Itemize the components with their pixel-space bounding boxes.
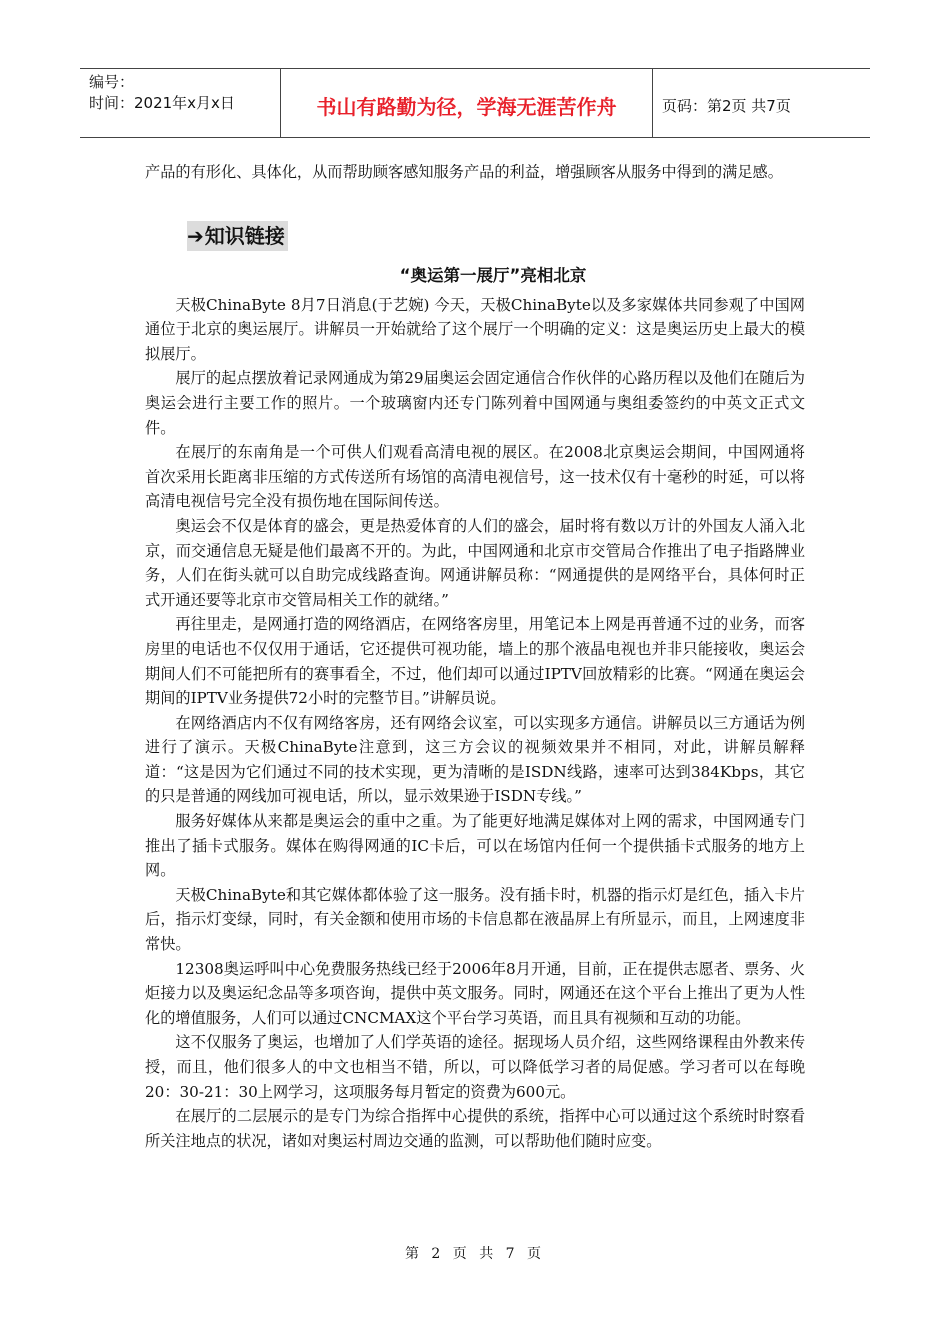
arrow-right-icon: ➔ [187,223,204,248]
serial-label: 编号： [89,73,135,91]
page-footer: 第 2 页 共 7 页 [404,1246,546,1262]
page-header [80,68,870,138]
header-page-number: 页码：第2页 共7页 [662,96,791,115]
article-paragraph: 在网络酒店内不仅有网络客房，还有网络会议室，可以实现多方通信。讲解员以三方通话为例进行了演示。天极ChinaByte注意到，这三方会议的视频效果并不相同，对此，讲解员解释道：“这是因为它们通过不同的技术实现，更为清晰的是ISDN线路，速率可达到384Kbps，其它的只是普通的网线加可视电话，所以，显示效果逊于ISDN专线。” [145,713,805,806]
article-paragraph: 在展厅的二层展示的是专门为综合指挥中心提供的系统，指挥中心可以通过这个系统时时察看所关注地点的状况，诸如对奥运村周边交通的监测，可以帮助他们随时应变。 [145,1107,805,1150]
article-paragraph: 天极ChinaByte 8月7日消息(于艺婉) 今天，天极ChinaByte以及多家媒体共同参观了中国网通位于北京的奥运展厅。讲解员一开始就给了这个展厅一个明确的定义：这是奥运历史上最大的模拟展厅。 [145,295,805,363]
article-paragraph: 服务好媒体从来都是奥运会的重中之重。为了能更好地满足媒体对上网的需求，中国网通专门推出了插卡式服务。媒体在购得网通的IC卡后，可以在场馆内任何一个提供插卡式服务的地方上网。 [145,812,805,880]
article-paragraph: 这不仅服务了奥运，也增加了人们学英语的途径。据现场人员介绍，这些网络课程由外教来传授，而且，他们很多人的中文也相当不错，所以，可以降低学习者的局促感。学习者可以在每晚20：30-21：30上网学习，这项服务每月暂定的资费为600元。 [145,1033,805,1101]
article-paragraph: 在展厅的东南角是一个可供人们观看高清电视的展区。在2008北京奥运会期间，中国网通将首次采用长距离非压缩的方式传送所有场馆的高清电视信号，这一技术仅有十毫秒的时延，可以将高清电视信号完全没有损伤地在国际间传送。 [145,443,805,511]
section-heading [187,221,288,251]
header-meta [80,69,281,137]
section-heading-text: 知识链接 [204,223,285,248]
header-motto: 书山有路勤为径，学海无涯苦作舟 [281,69,653,137]
date-label: 时间：2021年x月x日 [89,94,235,112]
article-paragraph: 天极ChinaByte和其它媒体都体验了这一服务。没有插卡时，机器的指示灯是红色，插入卡片后，指示灯变绿，同时，有关金额和使用市场的卡信息都在液晶屏上有所显示，而且，上网速度非常快。 [145,885,805,954]
article-paragraph: 展厅的起点摆放着记录网通成为第29届奥运会固定通信合作伙伴的心路历程以及他们在随后为奥运会进行主要工作的照片。一个玻璃窗内还专门陈列着中国网通与奥组委签约的中英文正式文件。 [145,369,805,437]
article-paragraph: 奥运会不仅是体育的盛会，更是热爱体育的人们的盛会，届时将有数以万计的外国友人涌入北京，而交通信息无疑是他们最离不开的。为此，中国网通和北京市交管局合作推出了电子指路牌业务，人们在街头就可以自助完成线路查询。网通讲解员称：“网通提供的是网络平台，具体何时正式开通还要等北京市交管局相关工作的就绪。” [145,516,805,609]
article-paragraph: 再往里走，是网通打造的网络酒店，在网络客房里，用笔记本上网是再普通不过的业务，而客房里的电话也不仅仅用于通话，它还提供可视功能，墙上的那个液晶电视也并非只能接收，奥运会期间人们不可能把所有的赛事看全，不过，他们却可以通过IPTV回放精彩的比赛。“网通在奥运会期间的IPTV业务提供72小时的完整节目。”讲解员说。 [145,615,805,708]
article-title: “奥运第一展厅”亮相北京 [399,265,587,285]
intro-paragraph: 产品的有形化、具体化，从而帮助顾客感知服务产品的利益，增强顾客从服务中得到的满足感。 [145,163,783,181]
article-paragraph: 12308奥运呼叫中心免费服务热线已经于2006年8月开通，目前，正在提供志愿者、票务、火炬接力以及奥运纪念品等多项咨询，提供中英文服务。同时，网通还在这个平台上推出了更为人性化的增值服务，人们可以通过CNCMAX这个平台学习英语，而且具有视频和互动的功能。 [145,959,805,1027]
document-body [145,160,805,1153]
